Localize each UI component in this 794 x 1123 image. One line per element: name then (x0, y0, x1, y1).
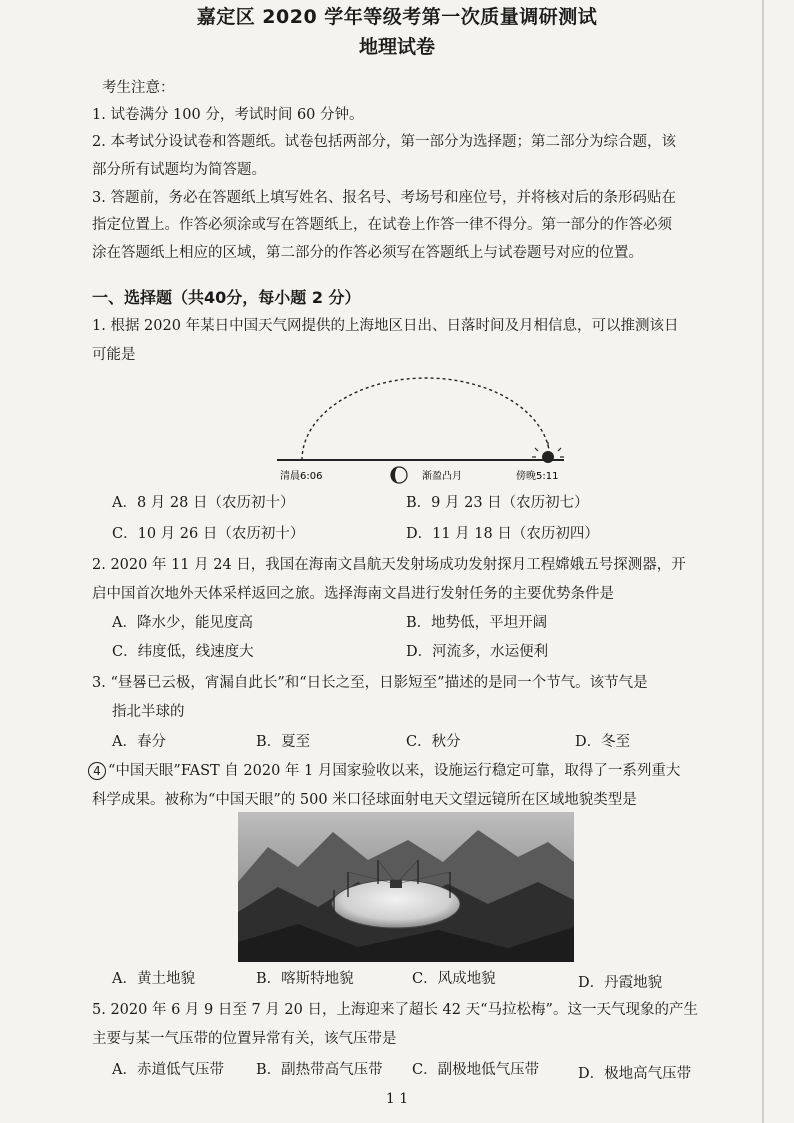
q4-option-b: B．喀斯特地貌 (256, 971, 354, 987)
q1-option-a: A．8 月 28 日（农历初十） (112, 495, 295, 511)
q4-option-a: A．黄土地貌 (112, 971, 195, 987)
page-number: 1 1 (385, 1091, 409, 1107)
notice-line: 涂在答题纸上相应的区域，第二部分的作答必须写在答题纸上与试卷题号对应的位置。 (92, 245, 643, 261)
q2-option-b: B．地势低，平坦开阔 (406, 615, 548, 631)
q4-number-circle: 4 (88, 762, 106, 780)
q3-stem: 指北半球的 (112, 704, 185, 720)
q4-option-d: D．丹霞地貌 (578, 975, 663, 991)
sun-path-arc (302, 378, 550, 460)
sun-path-diagram (272, 375, 572, 485)
q1-option-c: C．10 月 26 日（农历初十） (112, 526, 305, 542)
notice-line: 指定位置上。作答必须涂或写在答题纸上，在试卷上作答一律不得分。第一部分的作答必须 (92, 217, 672, 233)
q1-stem: 1. 根据 2020 年某日中国天气网提供的上海地区日出、日落时间及月相信息，可以推测该日 (92, 318, 679, 334)
notice-line: 3. 答题前，务必在答题纸上填写姓名、报名号、考场号和座位号，并将核对后的条形码贴在 (92, 190, 676, 206)
q3-stem: 3. “昼晷已云极，宵漏自此长”和“日长之至，日影短至”描述的是同一个节气。该节气是 (92, 675, 648, 691)
q4-option-c: C．风成地貌 (412, 971, 496, 987)
notice-line: 2. 本考试分设试卷和答题纸。试卷包括两部分，第一部分为选择题；第二部分为综合题，该 (92, 134, 676, 150)
notice-line: 部分所有试题均为简答题。 (92, 162, 266, 178)
q3-option-d: D．冬至 (575, 734, 631, 750)
moon-phase-icon (391, 467, 407, 483)
q2-stem: 启中国首次地外天体采样返回之旅。选择海南文昌进行发射任务的主要优势条件是 (92, 586, 614, 602)
notice-heading: 考生注意： (102, 80, 175, 96)
q5-stem: 主要与某一气压带的位置异常有关，该气压带是 (92, 1031, 397, 1047)
q1-stem: 可能是 (92, 347, 136, 363)
exam-title: 嘉定区 2020 学年等级考第一次质量调研测试 (196, 6, 598, 28)
q2-option-c: C．纬度低，线速度大 (112, 644, 254, 660)
q3-option-c: C．秋分 (406, 734, 461, 750)
section-heading: 一、选择题（共40分，每小题 2 分） (92, 288, 361, 307)
q5-option-b: B．副热带高气压带 (256, 1062, 383, 1078)
q4-stem: 科学成果。被称为“中国天眼”的 500 米口径球面射电天文望远镜所在区域地貌类型是 (92, 792, 637, 808)
q2-option-a: A．降水少，能见度高 (112, 615, 253, 631)
q3-option-b: B．夏至 (256, 734, 311, 750)
fast-telescope-photo (238, 812, 574, 962)
sunset-label: 傍晚5:11 (516, 471, 559, 482)
q2-stem: 2. 2020 年 11 月 24 日，我国在海南文昌航天发射场成功发射探月工程嫦娥五号探测器，开 (92, 557, 686, 573)
q5-option-a: A．赤道低气压带 (112, 1062, 224, 1078)
q5-option-d: D．极地高气压带 (578, 1066, 692, 1082)
q5-option-c: C．副极地低气压带 (412, 1062, 540, 1078)
exam-subtitle: 地理试卷 (358, 36, 435, 58)
q2-option-d: D．河流多，水运便利 (406, 644, 549, 660)
q5-stem: 5. 2020 年 6 月 9 日至 7 月 20 日，上海迎来了超长 42 天“马拉松梅”。这一天气现象的产生 (92, 1002, 698, 1018)
sunrise-label: 清晨6:06 (280, 471, 323, 482)
page-edge (762, 0, 764, 1123)
q4-stem-text: “中国天眼”FAST 自 2020 年 1 月国家验收以来，设施运行稳定可靠，取得了一系列重大 (108, 763, 681, 779)
q1-option-b: B．9 月 23 日（农历初七） (406, 495, 589, 511)
notice-line: 1. 试卷满分 100 分，考试时间 60 分钟。 (92, 107, 364, 123)
q3-option-a: A．春分 (112, 734, 166, 750)
moon-phase-label: 渐盈凸月 (422, 471, 462, 482)
q4-stem (88, 759, 680, 780)
q1-option-d: D．11 月 18 日（农历初四） (406, 526, 599, 542)
